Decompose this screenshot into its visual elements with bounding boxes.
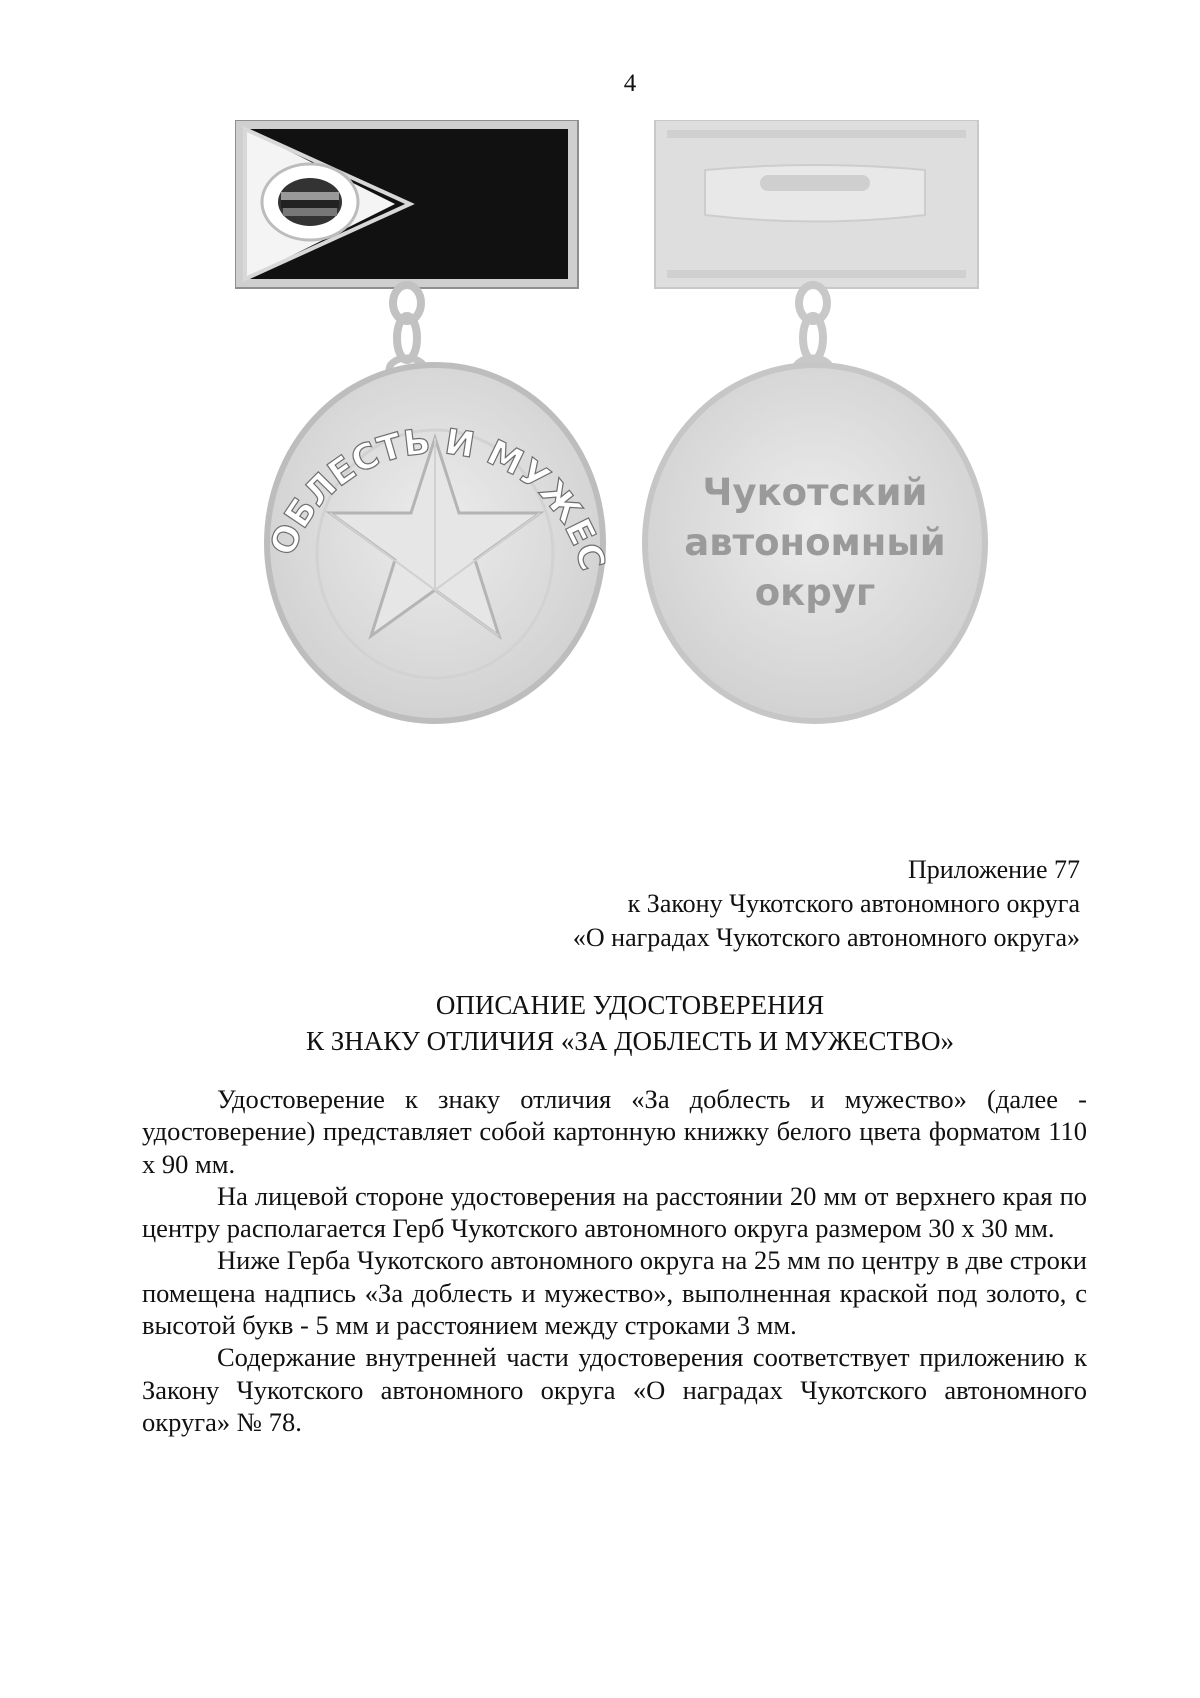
reverse-disc (645, 365, 985, 721)
paragraph-front-side: На лицевой стороне удостоверения на расстоянии 20 мм от верхнего края по центру располагается Герб Чукотского автономного округа размером 30 х 30 мм. (142, 1180, 1087, 1244)
flag-emblem (262, 164, 358, 240)
paragraph-inner-part: Содержание внутренней части удостоверения соответствует приложению к Закону Чукотского автономного округа «О наградах Чукотского автономного округа» № 78. (142, 1342, 1087, 1437)
page-number: 4 (623, 70, 637, 97)
reverse-line-1: Чукотский (702, 471, 928, 514)
medal-reverse (645, 120, 985, 721)
paragraph-inscription: Ниже Герба Чукотского автономного округа на 25 мм по центру в две строки помещена надпись «За доблесть и мужество», выполненная краской под золото, с высотой букв - 5 мм и расстоянием между строками 3 мм. (142, 1245, 1087, 1341)
paragraph-format: Удостоверение к знаку отличия «За доблесть и мужество» (далее - удостоверение) представляет собой картонную книжку белого цвета форматом 110 х 90 мм. (142, 1084, 1087, 1179)
medal-obverse (235, 120, 612, 721)
document-title (0, 987, 1200, 1059)
appendix-law-title: «О наградах Чукотского автономного округа» (572, 923, 1080, 952)
appendix-law: к Закону Чукотского автономного округа (627, 889, 1080, 918)
document-body (142, 1083, 1087, 1438)
ribbon-block-reverse (655, 120, 978, 288)
reverse-line-3: округ (754, 571, 876, 614)
ribbon-block-flag (235, 120, 578, 288)
title-line-2: К ЗНАКУ ОТЛИЧИЯ «ЗА ДОБЛЕСТЬ И МУЖЕСТВО» (305, 1026, 955, 1056)
medal-illustration (235, 120, 1025, 765)
reverse-line-2: автономный (684, 521, 946, 564)
title-line-1: ОПИСАНИЕ УДОСТОВЕРЕНИЯ (435, 990, 825, 1020)
obverse-inscription-path: ОБЛЕСТЬ И МУЖЕС (262, 422, 613, 576)
appendix-number: Приложение 77 (907, 855, 1080, 884)
appendix-reference (573, 853, 1080, 955)
